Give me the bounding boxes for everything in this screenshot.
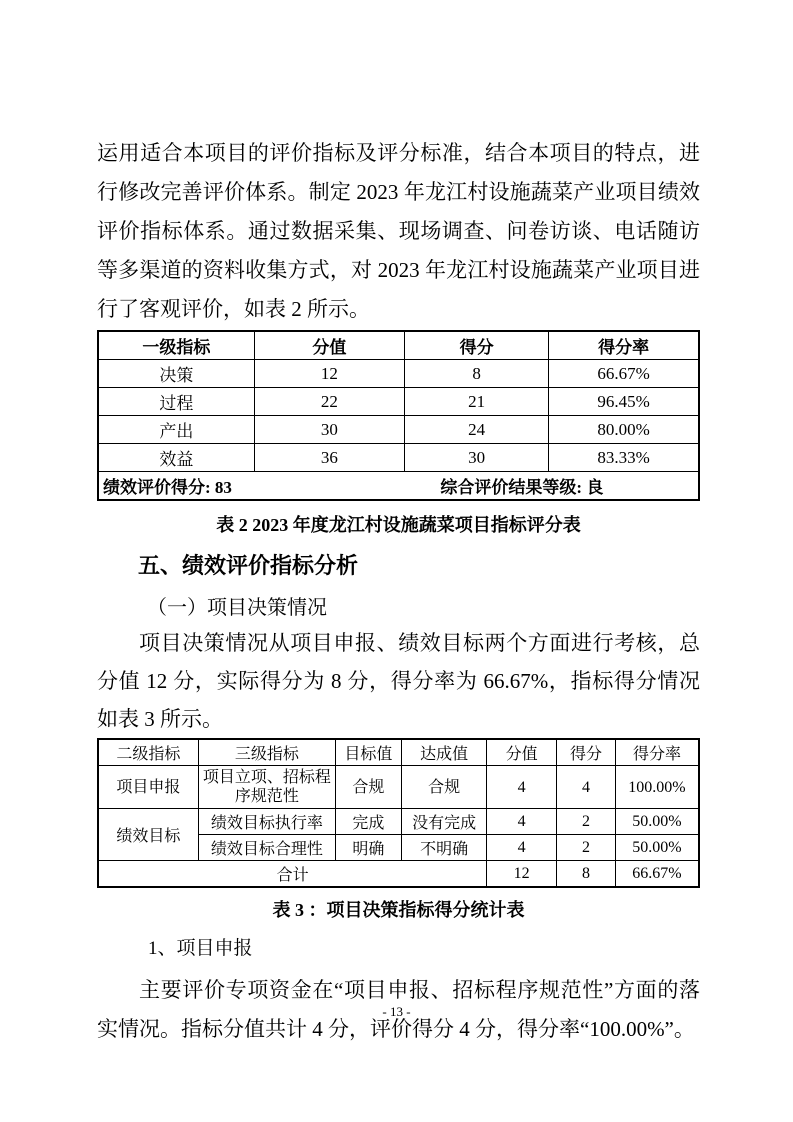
application-paragraph: 主要评价专项资金在“项目申报、招标程序规范性”方面的落实情况。指标分值共计 4 分，评价得分 4 分，得分率“100.00%”。 (97, 978, 700, 1041)
table-cell: 4 (487, 835, 557, 861)
table-cell: 30 (405, 444, 549, 472)
section-heading-analysis: 五、绩效评价指标分析 (138, 553, 359, 578)
table-3-total-row (98, 861, 699, 888)
table-cell: 2 (557, 809, 616, 835)
intro-paragraph: 运用适合本项目的评价指标及评分标准，结合本项目的特点，进行修改完善评价体系。制定 2023 年龙江村设施蔬菜产业项目绩效评价指标体系。通过数据采集、现场调查、问卷访谈、电话随访等多渠道的资料收集方式，对 2023 年龙江村设施蔬菜产业项目进行了客观评价，如表 2 所示。 (97, 141, 700, 321)
table-cell: 22 (254, 388, 404, 416)
table-cell: 12 (487, 861, 557, 888)
table-2-header-row (98, 331, 699, 360)
table-cell: 完成 (335, 809, 401, 835)
table-3-decision-scores (97, 738, 700, 888)
table-cell: 绩效目标 (98, 809, 198, 861)
table-cell: 4 (487, 766, 557, 809)
performance-score-text: 绩效评价得分: 83 (103, 478, 232, 497)
table-2-header-points: 分值 (254, 331, 404, 360)
table-cell: 96.45% (549, 388, 699, 416)
table-cell: 项目申报 (98, 766, 198, 809)
table-cell: 80.00% (549, 416, 699, 444)
table-3-header-row (98, 739, 699, 766)
table-3-total-label: 合计 (98, 861, 487, 888)
table-cell: 24 (405, 416, 549, 444)
table-3-header-target-value: 目标值 (335, 739, 401, 766)
table-cell: 8 (557, 861, 616, 888)
table-2-header-level1-indicator: 一级指标 (98, 331, 254, 360)
table-cell: 12 (254, 360, 404, 388)
table-cell: 明确 (335, 835, 401, 861)
table-3-caption: 表 3 ：项目决策指标得分统计表 (272, 900, 525, 920)
table-cell: 合规 (335, 766, 401, 809)
table-cell: 83.33% (549, 444, 699, 472)
table-2-row-benefit (98, 444, 699, 472)
table-cell: 不明确 (401, 835, 486, 861)
subsection-heading-decision: （一）项目决策情况 (147, 597, 327, 619)
table-cell: 效益 (98, 444, 254, 472)
table-3-header-score-rate: 得分率 (615, 739, 699, 766)
table-cell: 决策 (98, 360, 254, 388)
subsection-heading-application: 1、项目申报 (148, 938, 253, 959)
table-cell: 2 (557, 835, 616, 861)
table-2-row-output (98, 416, 699, 444)
table-cell: 66.67% (615, 861, 699, 888)
table-cell: 4 (487, 809, 557, 835)
table-cell: 没有完成 (401, 809, 486, 835)
table-cell: 绩效目标合理性 (198, 835, 335, 861)
table-3-header-level2-indicator: 二级指标 (98, 739, 198, 766)
table-cell: 项目立项、招标程序规范性 (198, 766, 335, 809)
table-3-header-level3-indicator: 三级指标 (198, 739, 335, 766)
table-2-row-decision (98, 360, 699, 388)
table-2-header-score-rate: 得分率 (549, 331, 699, 360)
table-2-footer-cell (98, 472, 699, 501)
table-3-header-achieved-value: 达成值 (401, 739, 486, 766)
table-cell: 21 (405, 388, 549, 416)
table-cell: 50.00% (615, 809, 699, 835)
table-cell: 30 (254, 416, 404, 444)
table-cell: 36 (254, 444, 404, 472)
table-3-row-performance-target-1 (98, 809, 699, 835)
table-2-indicator-scores (97, 330, 700, 501)
table-2-footer-row (98, 472, 699, 501)
table-3-header-points: 分值 (487, 739, 557, 766)
table-cell: 合规 (401, 766, 486, 809)
table-cell: 过程 (98, 388, 254, 416)
table-3-header-score: 得分 (557, 739, 616, 766)
decision-paragraph: 项目决策情况从项目申报、绩效目标两个方面进行考核，总分值 12 分，实际得分为 8 分，得分率为 66.67%，指标得分情况如表 3 所示。 (97, 631, 700, 731)
table-cell: 66.67% (549, 360, 699, 388)
table-cell: 产出 (98, 416, 254, 444)
table-2-header-score: 得分 (405, 331, 549, 360)
table-2-row-process (98, 388, 699, 416)
page-number: - 13 - (382, 1004, 411, 1019)
table-2-caption: 表 2 2023 年度龙江村设施蔬菜项目指标评分表 (216, 515, 581, 535)
table-cell: 100.00% (615, 766, 699, 809)
table-3-row-project-application (98, 766, 699, 809)
overall-grade-text: 综合评价结果等级: 良 (440, 478, 604, 497)
table-cell: 绩效目标执行率 (198, 809, 335, 835)
table-cell: 8 (405, 360, 549, 388)
table-cell: 4 (557, 766, 616, 809)
table-cell: 50.00% (615, 835, 699, 861)
